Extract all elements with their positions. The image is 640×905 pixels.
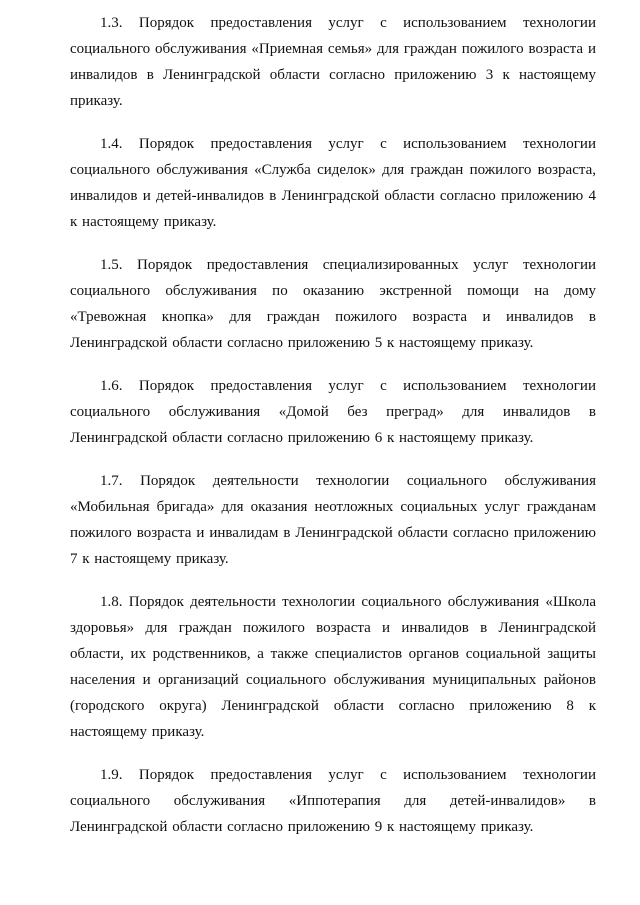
paragraph-1-7: 1.7. Порядок деятельности технологии социального обслуживания «Мобильная бригада» для оказания неотложных социальных услуг гражданам пожилого возраста и инвалидам в Ленинградской области согласно приложению 7 к настоящему приказу. [70,473,596,567]
paragraph-1-5: 1.5. Порядок предоставления специализированных услуг технологии социального обслуживания по оказанию экстренной помощи на дому «Тревожная кнопка» для граждан пожилого возраста и инвалидов в Ленинградской области согласно приложению 5 к настоящему приказу. [70,257,596,351]
paragraph-1-6: 1.6. Порядок предоставления услуг с использованием технологии социального обслуживания «Домой без преград» для инвалидов в Ленинградской области согласно приложению 6 к настоящему приказу. [70,378,596,446]
paragraph-1-3: 1.3. Порядок предоставления услуг с использованием технологии социального обслуживания «Приемная семья» для граждан пожилого возраста и инвалидов в Ленинградской области согласно приложению 3 к настоящему приказу. [70,15,596,109]
paragraph-1-8: 1.8. Порядок деятельности технологии социального обслуживания «Школа здоровья» для граждан пожилого возраста и инвалидов в Ленинградской области, их родственников, а также специалистов органов социальной защиты населения и организаций социального обслуживания муниципальных районов (городского округа) Ленинградской области согласно приложению 8 к настоящему приказу. [70,594,596,740]
paragraph-1-4: 1.4. Порядок предоставления услуг с использованием технологии социального обслуживания «Служба сиделок» для граждан пожилого возраста, инвалидов и детей-инвалидов в Ленинградской области согласно приложению 4 к настоящему приказу. [70,136,596,230]
paragraph-1-9: 1.9. Порядок предоставления услуг с использованием технологии социального обслуживания «Иппотерапия для детей-инвалидов» в Ленинградской области согласно приложению 9 к настоящему приказу. [70,767,596,835]
